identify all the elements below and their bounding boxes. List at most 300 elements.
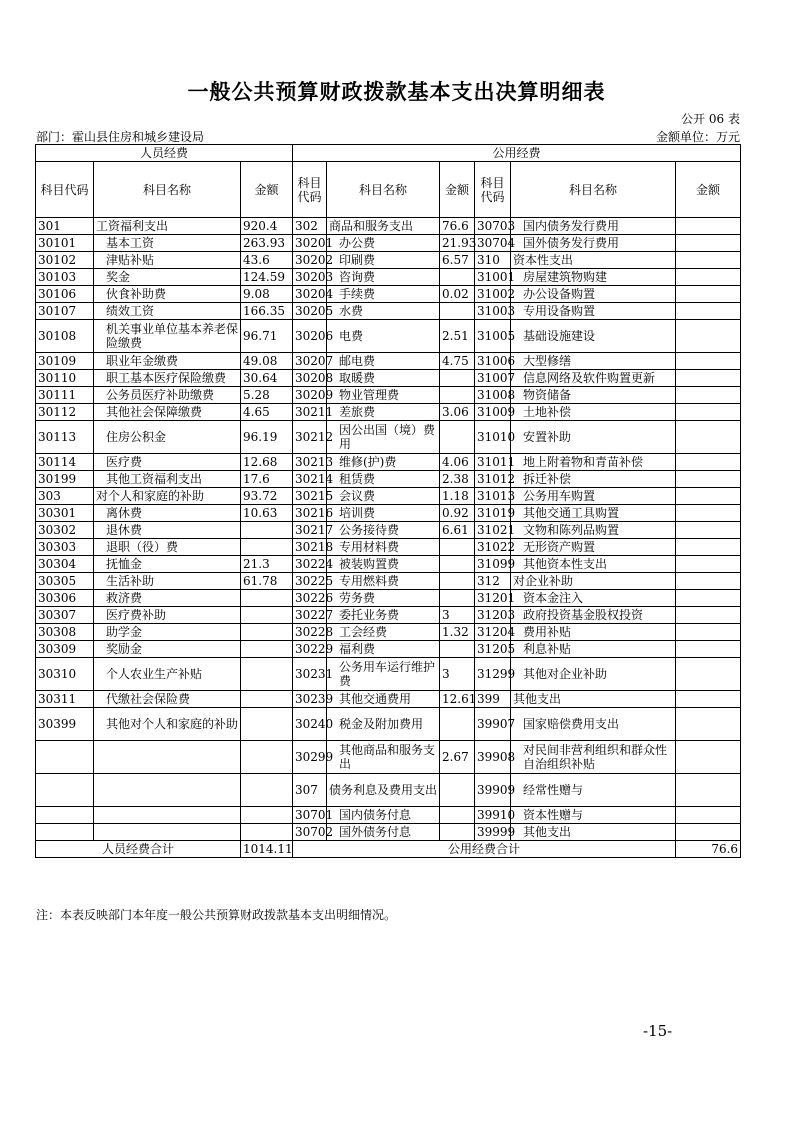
personnel-amount-cell: 96.71 [241,320,293,353]
table-row [36,774,741,807]
public-name-2-cell: 信息网络及软件购置更新 [511,370,676,387]
public-code-2-cell: 399 [475,691,511,708]
public-group-header: 公用经费 [293,145,741,162]
table-row [36,607,741,624]
personnel-name-cell: 奖励金 [94,641,241,658]
personnel-name-cell: 助学金 [94,624,241,641]
public-code-2-cell: 31001 [475,269,511,286]
public-name-cell: 公务用车运行维护费 [327,658,440,691]
personnel-code-cell: 30112 [36,404,94,421]
table-row [36,658,741,691]
table-row [36,590,741,607]
public-amount-2-cell [676,370,741,387]
personnel-amount-cell: 96.19 [241,421,293,454]
personnel-name-cell: 其他工资福利支出 [94,471,241,488]
public-name-2-cell: 国家赔偿费用支出 [511,708,676,741]
public-name-2-cell: 拆迁补偿 [511,471,676,488]
personnel-code-cell: 30110 [36,370,94,387]
personnel-code-cell: 30308 [36,624,94,641]
public-amount-2-cell [676,471,741,488]
table-row [36,488,741,505]
public-name-2-cell: 其他资本性支出 [511,556,676,573]
unit-label: 金额单位：万元 [655,130,740,144]
public-name-cell: 工会经费 [327,624,440,641]
public-amount-cell [440,807,475,824]
personnel-code-cell: 30309 [36,641,94,658]
public-name-2-cell: 资本性支出 [511,252,676,269]
personnel-name-cell: 基本工资 [94,235,241,252]
public-code-2-cell: 39909 [475,774,511,807]
public-amount-cell [440,370,475,387]
public-name-cell: 印刷费 [327,252,440,269]
col-header-amount: 金额 [440,162,475,218]
public-amount-cell [440,590,475,607]
table-row [36,235,741,252]
public-code-2-cell: 31006 [475,353,511,370]
public-name-cell: 专用材料费 [327,539,440,556]
public-amount-2-cell [676,454,741,471]
table-row [36,624,741,641]
personnel-amount-cell: 920.4 [241,218,293,235]
public-amount-2-cell [676,539,741,556]
col-header-code: 科目代码 [293,162,327,218]
personnel-code-cell [36,774,94,807]
col-header-amount: 金额 [241,162,293,218]
public-code-cell: 30203 [293,269,327,286]
personnel-name-cell: 公务员医疗补助缴费 [94,387,241,404]
table-row [36,269,741,286]
personnel-code-cell: 30307 [36,607,94,624]
personnel-code-cell: 30301 [36,505,94,522]
table-row [36,320,741,353]
public-amount-cell [440,539,475,556]
col-header-name: 科目名称 [327,162,440,218]
personnel-amount-cell [241,658,293,691]
public-amount-cell: 0.02 [440,286,475,303]
public-name-cell: 公务接待费 [327,522,440,539]
public-code-2-cell: 31009 [475,404,511,421]
personnel-name-cell: 抚恤金 [94,556,241,573]
personnel-code-cell: 30305 [36,573,94,590]
public-amount-cell: 12.61 [440,691,475,708]
table-row [36,471,741,488]
col-header-code: 科目代码 [36,162,94,218]
personnel-amount-cell: 93.72 [241,488,293,505]
public-amount-cell: 3 [440,607,475,624]
personnel-name-cell: 奖金 [94,269,241,286]
public-name-2-cell: 办公设备购置 [511,286,676,303]
table-row [36,303,741,320]
personnel-name-cell [94,807,241,824]
public-code-2-cell: 31203 [475,607,511,624]
public-name-2-cell: 国外债务发行费用 [511,235,676,252]
public-name-cell: 租赁费 [327,471,440,488]
personnel-amount-cell: 124.59 [241,269,293,286]
public-name-cell: 税金及附加费用 [327,708,440,741]
public-code-2-cell: 31005 [475,320,511,353]
personnel-amount-cell: 12.68 [241,454,293,471]
table-row [36,824,741,841]
public-name-2-cell: 文物和陈列品购置 [511,522,676,539]
public-code-2-cell: 30704 [475,235,511,252]
table-row [36,387,741,404]
public-code-2-cell: 39908 [475,741,511,774]
personnel-name-cell: 职业年金缴费 [94,353,241,370]
personnel-name-cell: 对个人和家庭的补助 [94,488,241,505]
public-name-cell: 专用燃料费 [327,573,440,590]
personnel-code-cell: 30101 [36,235,94,252]
personnel-name-cell [94,824,241,841]
public-name-2-cell: 经常性赠与 [511,774,676,807]
personnel-name-cell: 个人农业生产补贴 [94,658,241,691]
public-name-2-cell: 安置补助 [511,421,676,454]
personnel-amount-cell [241,641,293,658]
public-code-2-cell: 31013 [475,488,511,505]
table-row [36,286,741,303]
public-name-2-cell: 土地补偿 [511,404,676,421]
public-name-cell: 办公费 [327,235,440,252]
public-amount-2-cell [676,691,741,708]
public-name-2-cell: 资本金注入 [511,590,676,607]
personnel-name-cell: 津贴补贴 [94,252,241,269]
personnel-amount-cell: 10.63 [241,505,293,522]
personnel-amount-cell [241,522,293,539]
public-amount-2-cell [676,269,741,286]
public-name-cell: 手续费 [327,286,440,303]
personnel-code-cell: 30302 [36,522,94,539]
public-name-2-cell: 公务用车购置 [511,488,676,505]
public-amount-cell: 3.06 [440,404,475,421]
public-code-2-cell: 30703 [475,218,511,235]
personnel-name-cell [94,774,241,807]
public-amount-cell [440,269,475,286]
public-code-cell: 30231 [293,658,327,691]
public-code-cell: 302 [293,218,327,235]
table-row [36,807,741,824]
public-code-cell: 30226 [293,590,327,607]
public-name-2-cell: 政府投资基金股权投资 [511,607,676,624]
public-amount-cell: 6.61 [440,522,475,539]
personnel-code-cell: 30102 [36,252,94,269]
form-code: 公开 06 表 [681,112,740,126]
public-name-2-cell: 物资储备 [511,387,676,404]
public-name-2-cell: 其他支出 [511,824,676,841]
public-code-2-cell: 31022 [475,539,511,556]
public-code-cell: 30202 [293,252,327,269]
personnel-group-header: 人员经费 [36,145,293,162]
personnel-name-cell: 代缴社会保险费 [94,691,241,708]
table-row [36,522,741,539]
public-amount-2-cell [676,505,741,522]
public-amount-cell: 4.75 [440,353,475,370]
personnel-code-cell: 30103 [36,269,94,286]
public-name-2-cell: 其他对企业补助 [511,658,676,691]
public-code-cell: 30206 [293,320,327,353]
public-code-cell: 30204 [293,286,327,303]
footnote: 注：本表反映部门本年度一般公共预算财政拨款基本支出明细情况。 [36,908,397,922]
public-code-cell: 30217 [293,522,327,539]
public-code-cell: 30702 [293,824,327,841]
table-row [36,539,741,556]
public-name-cell: 国内债务付息 [327,807,440,824]
page-title: 一般公共预算财政拨款基本支出决算明细表 [187,80,606,104]
table-row [36,691,741,708]
public-code-2-cell: 31012 [475,471,511,488]
public-amount-2-cell [676,556,741,573]
public-name-cell: 物业管理费 [327,387,440,404]
table-row [36,421,741,454]
public-name-cell: 委托业务费 [327,607,440,624]
personnel-amount-cell [241,590,293,607]
personnel-code-cell: 301 [36,218,94,235]
public-amount-cell: 76.6 [440,218,475,235]
public-name-2-cell: 资本性赠与 [511,807,676,824]
personnel-amount-cell [241,691,293,708]
public-code-cell: 30701 [293,807,327,824]
table-row [36,454,741,471]
public-name-2-cell: 其他交通工具购置 [511,505,676,522]
personnel-code-cell: 30109 [36,353,94,370]
public-amount-2-cell [676,824,741,841]
personnel-name-cell: 退职（役）费 [94,539,241,556]
table-row [36,708,741,741]
personnel-total-value: 1014.11 [241,841,293,858]
personnel-name-cell: 医疗费补助 [94,607,241,624]
public-amount-2-cell [676,286,741,303]
public-code-2-cell: 31021 [475,522,511,539]
department-label: 部门：霍山县住房和城乡建设局 [36,130,205,144]
public-amount-cell [440,641,475,658]
personnel-total-label: 人员经费合计 [36,841,241,858]
table-row [36,505,741,522]
public-code-cell: 30240 [293,708,327,741]
public-code-2-cell: 31002 [475,286,511,303]
personnel-amount-cell [241,774,293,807]
table-row [36,252,741,269]
public-code-cell: 30205 [293,303,327,320]
page-number: -15- [643,1022,673,1040]
personnel-amount-cell: 61.78 [241,573,293,590]
personnel-amount-cell [241,624,293,641]
public-code-cell: 30227 [293,607,327,624]
public-code-cell: 30215 [293,488,327,505]
public-amount-2-cell [676,303,741,320]
personnel-name-cell: 医疗费 [94,454,241,471]
public-name-cell: 劳务费 [327,590,440,607]
personnel-name-cell: 其他社会保障缴费 [94,404,241,421]
public-amount-2-cell [676,590,741,607]
personnel-code-cell: 30199 [36,471,94,488]
personnel-code-cell: 30107 [36,303,94,320]
public-amount-cell: 21.93 [440,235,475,252]
public-total-value: 76.6 [676,841,741,858]
public-amount-cell [440,556,475,573]
public-name-cell: 邮电费 [327,353,440,370]
public-amount-2-cell [676,607,741,624]
public-amount-2-cell [676,573,741,590]
public-code-2-cell: 31205 [475,641,511,658]
public-name-2-cell: 其他支出 [511,691,676,708]
public-amount-cell: 1.32 [440,624,475,641]
table-row [36,353,741,370]
public-name-2-cell: 大型修缮 [511,353,676,370]
public-name-cell: 其他交通费用 [327,691,440,708]
personnel-amount-cell: 9.08 [241,286,293,303]
public-name-cell: 国外债务付息 [327,824,440,841]
public-amount-cell [440,421,475,454]
public-code-cell: 30299 [293,741,327,774]
public-amount-cell [440,573,475,590]
personnel-code-cell: 303 [36,488,94,505]
public-code-2-cell: 39907 [475,708,511,741]
public-code-2-cell: 31011 [475,454,511,471]
public-name-cell: 维修(护)费 [327,454,440,471]
personnel-code-cell [36,741,94,774]
public-name-2-cell: 国内债务发行费用 [511,218,676,235]
personnel-code-cell [36,807,94,824]
public-code-2-cell: 312 [475,573,511,590]
personnel-amount-cell [241,607,293,624]
public-name-2-cell: 无形资产购置 [511,539,676,556]
public-amount-cell: 4.06 [440,454,475,471]
public-name-2-cell: 基础设施建设 [511,320,676,353]
public-name-2-cell: 对企业补助 [511,573,676,590]
public-name-2-cell: 地上附着物和青苗补偿 [511,454,676,471]
public-amount-cell [440,824,475,841]
public-amount-cell: 2.67 [440,741,475,774]
personnel-code-cell: 30106 [36,286,94,303]
public-code-2-cell: 31204 [475,624,511,641]
public-name-cell: 培训费 [327,505,440,522]
table-row [36,741,741,774]
col-header-amount: 金额 [676,162,741,218]
public-amount-2-cell [676,708,741,741]
public-code-2-cell: 31010 [475,421,511,454]
personnel-name-cell: 生活补助 [94,573,241,590]
personnel-amount-cell [241,708,293,741]
public-code-cell: 307 [293,774,327,807]
public-code-cell: 30225 [293,573,327,590]
table-row [36,218,741,235]
public-name-cell: 水费 [327,303,440,320]
personnel-name-cell: 救济费 [94,590,241,607]
personnel-code-cell: 30399 [36,708,94,741]
personnel-name-cell: 其他对个人和家庭的补助 [94,708,241,741]
personnel-amount-cell: 49.08 [241,353,293,370]
public-amount-2-cell [676,235,741,252]
public-code-2-cell: 31299 [475,658,511,691]
public-name-cell: 商品和服务支出 [327,218,440,235]
public-name-cell: 债务利息及费用支出 [327,774,440,807]
personnel-code-cell: 30304 [36,556,94,573]
personnel-amount-cell: 5.28 [241,387,293,404]
public-name-cell: 咨询费 [327,269,440,286]
personnel-name-cell: 机关事业单位基本养老保险缴费 [94,320,241,353]
public-amount-2-cell [676,774,741,807]
personnel-amount-cell [241,807,293,824]
public-name-cell: 差旅费 [327,404,440,421]
public-amount-cell: 6.57 [440,252,475,269]
public-code-cell: 30201 [293,235,327,252]
public-code-cell: 30216 [293,505,327,522]
personnel-code-cell: 30111 [36,387,94,404]
public-amount-cell [440,708,475,741]
public-amount-cell: 1.18 [440,488,475,505]
personnel-amount-cell: 17.6 [241,471,293,488]
table-row [36,404,741,421]
public-code-2-cell: 31201 [475,590,511,607]
public-amount-2-cell [676,353,741,370]
public-name-cell: 福利费 [327,641,440,658]
public-amount-2-cell [676,421,741,454]
public-amount-2-cell [676,218,741,235]
public-amount-cell: 3 [440,658,475,691]
personnel-amount-cell [241,539,293,556]
public-name-cell: 电费 [327,320,440,353]
personnel-amount-cell: 30.64 [241,370,293,387]
personnel-amount-cell: 4.65 [241,404,293,421]
public-amount-cell: 2.38 [440,471,475,488]
public-amount-2-cell [676,807,741,824]
public-code-cell: 30224 [293,556,327,573]
public-name-2-cell: 对民间非营利组织和群众性自治组织补贴 [511,741,676,774]
personnel-name-cell: 离休费 [94,505,241,522]
public-amount-2-cell [676,252,741,269]
public-amount-2-cell [676,522,741,539]
personnel-amount-cell: 166.35 [241,303,293,320]
personnel-amount-cell: 263.93 [241,235,293,252]
personnel-amount-cell [241,824,293,841]
public-code-cell: 30209 [293,387,327,404]
public-code-cell: 30208 [293,370,327,387]
public-name-2-cell: 专用设备购置 [511,303,676,320]
public-amount-cell [440,387,475,404]
personnel-name-cell: 住房公积金 [94,421,241,454]
public-name-cell: 会议费 [327,488,440,505]
public-amount-2-cell [676,320,741,353]
personnel-code-cell: 30113 [36,421,94,454]
public-code-cell: 30207 [293,353,327,370]
public-amount-2-cell [676,488,741,505]
public-code-2-cell: 310 [475,252,511,269]
public-code-cell: 30218 [293,539,327,556]
personnel-code-cell: 30114 [36,454,94,471]
public-code-2-cell: 31003 [475,303,511,320]
expenditure-table [35,144,741,858]
col-header-name: 科目名称 [511,162,676,218]
public-amount-2-cell [676,741,741,774]
public-name-2-cell: 房屋建筑物购建 [511,269,676,286]
table-row [36,641,741,658]
personnel-amount-cell: 21.3 [241,556,293,573]
personnel-name-cell: 工资福利支出 [94,218,241,235]
personnel-code-cell: 30108 [36,320,94,353]
public-total-label: 公用经费合计 [293,841,676,858]
public-name-2-cell: 费用补贴 [511,624,676,641]
public-name-2-cell: 利息补贴 [511,641,676,658]
personnel-name-cell: 伙食补助费 [94,286,241,303]
public-code-2-cell: 39999 [475,824,511,841]
personnel-amount-cell [241,741,293,774]
public-amount-cell: 0.92 [440,505,475,522]
public-amount-cell: 2.51 [440,320,475,353]
public-code-cell: 30212 [293,421,327,454]
public-code-cell: 30239 [293,691,327,708]
public-code-2-cell: 31099 [475,556,511,573]
public-code-cell: 30211 [293,404,327,421]
public-amount-2-cell [676,641,741,658]
public-name-cell: 因公出国（境）费用 [327,421,440,454]
